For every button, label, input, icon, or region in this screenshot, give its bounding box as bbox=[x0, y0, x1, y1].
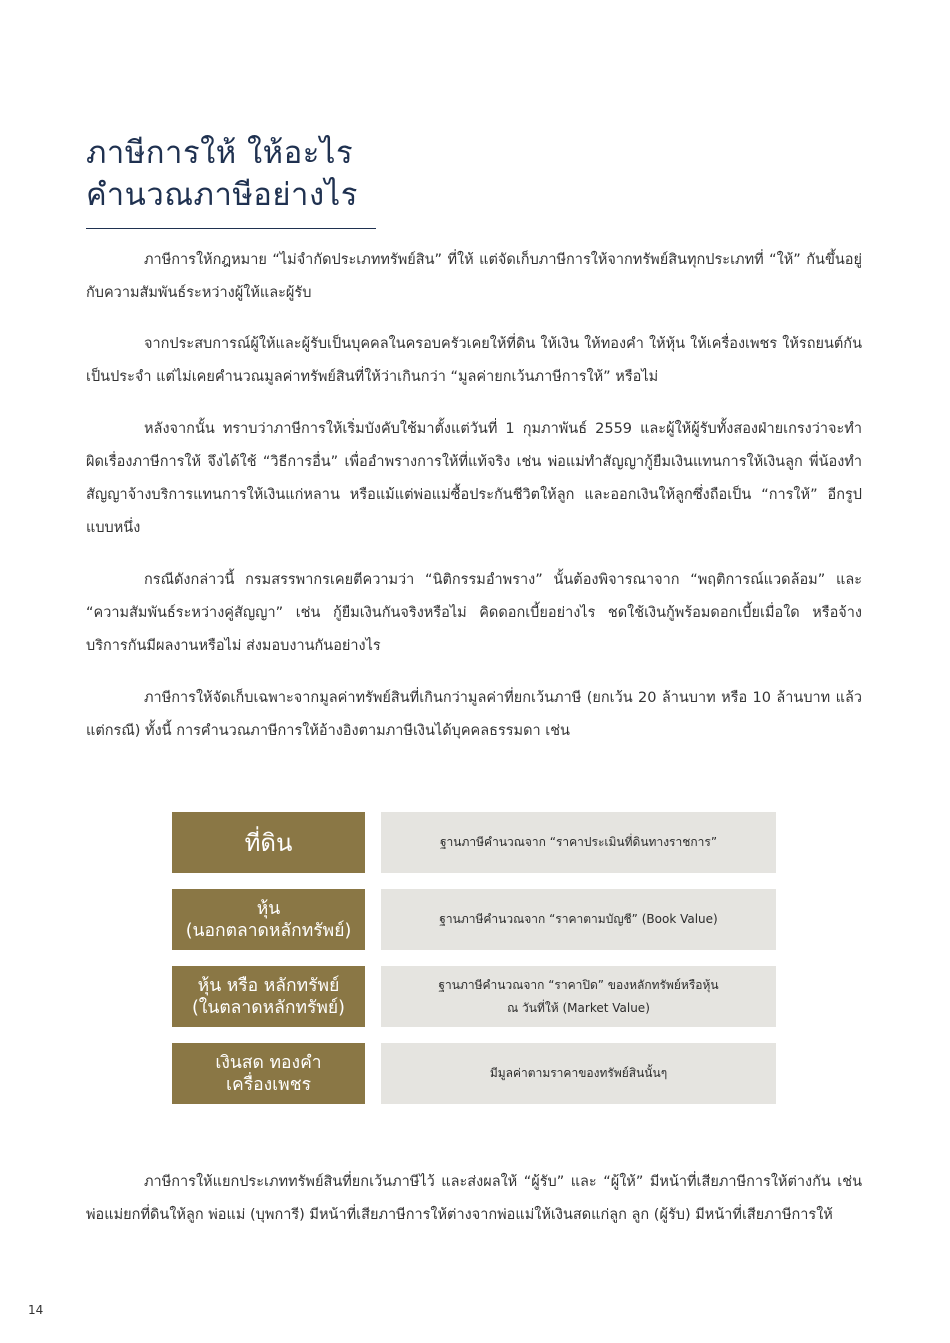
asset-label-line-1: ที่ดิน bbox=[244, 828, 293, 857]
paragraph-2: จากประสบการณ์ผู้ให้และผู้รับเป็นบุคคลในครอบครัวเคยให้ที่ดิน ให้เงิน ให้ทองคำ ให้หุ้น ให้เครื่องเพชร ให้รถยนต์กันเป็นประจำ แต่ไม่เคยคำนวณมูลค่าทรัพย์สินที่ให้ว่าเกินกว่า “มูลค่ายกเว้นภาษีการให้” หรือไม่ bbox=[86, 336, 862, 385]
asset-label bbox=[172, 966, 365, 1027]
asset-label-line-2: เครื่องเพชร bbox=[226, 1074, 311, 1095]
description-line-1: ฐานภาษีคำนวณจาก “ราคาปิด” ของหลักทรัพย์หรือหุ้น bbox=[438, 977, 719, 992]
description-line-2: ณ วันที่ให้ (Market Value) bbox=[507, 1000, 650, 1015]
page-title-line-1: ภาษีการให้ ให้อะไร bbox=[86, 135, 354, 171]
table-row-listed-securities bbox=[172, 966, 776, 1027]
title-underline bbox=[86, 228, 376, 229]
asset-label bbox=[172, 889, 365, 950]
asset-label-line-2: (ในตลาดหลักทรัพย์) bbox=[191, 997, 346, 1018]
table-row-land bbox=[172, 812, 776, 873]
asset-label-line-1: หุ้น หรือ หลักทรัพย์ bbox=[197, 975, 340, 996]
paragraph-3: หลังจากนั้น ทราบว่าภาษีการให้เริ่มบังคับใช้มาตั้งแต่วันที่ 1 กุมภาพันธ์ 2559 และผู้ให้ผู้รับทั้งสองฝ่ายเกรงว่าจะทำผิดเรื่องภาษีการให้ จึงได้ใช้ “วิธีการอื่น” เพื่ออำพรางการให้ที่แท้จริง เช่น พ่อแม่ทำสัญญากู้ยืมเงินแทนการให้เงินลูก พี่น้องทำสัญญาจ้างบริการแทนการให้เงินแก่หลาน หรือแม้แต่พ่อแม่ซื้อประกันชีวิตให้ลูก และออกเงินให้ลูกซึ่งถือเป็น “การให้” อีกรูปแบบหนึ่ง bbox=[86, 421, 862, 536]
page-title-line-2: คำนวณภาษีอย่างไร bbox=[86, 177, 358, 213]
page-title bbox=[86, 132, 358, 216]
asset-label-line-1: หุ้น bbox=[256, 898, 281, 919]
description-line-1: ฐานภาษีคำนวณจาก “ราคาตามบัญชี” (Book Value) bbox=[439, 912, 718, 926]
table-row-unlisted-shares bbox=[172, 889, 776, 950]
page-number: 14 bbox=[28, 1303, 44, 1317]
asset-label bbox=[172, 1043, 365, 1104]
description-line-1: มีมูลค่าตามราคาของทรัพย์สินนั้นๆ bbox=[489, 1066, 668, 1080]
tax-base-table bbox=[172, 812, 776, 1120]
tax-base-description bbox=[381, 889, 776, 950]
asset-label-line-1: เงินสด ทองคำ bbox=[215, 1052, 322, 1073]
tax-base-description bbox=[381, 812, 776, 873]
asset-label-line-2: (นอกตลาดหลักทรัพย์) bbox=[185, 920, 352, 941]
paragraph-6: ภาษีการให้แยกประเภททรัพย์สินที่ยกเว้นภาษีไว้ และส่งผลให้ “ผู้รับ” และ “ผู้ให้” มีหน้าที่เสียภาษีการให้ต่างกัน เช่น พ่อแม่ยกที่ดินให้ลูก พ่อแม่ (บุพการี) มีหน้าที่เสียภาษีการให้ต่างจากพ่อแม่ให้เงินสดแก่ลูก ลูก (ผู้รับ) มีหน้าที่เสียภาษีการให้ bbox=[86, 1174, 862, 1223]
tax-base-description bbox=[381, 966, 776, 1027]
table-row-cash-gold-jewelry bbox=[172, 1043, 776, 1104]
paragraph-1: ภาษีการให้กฎหมาย “ไม่จำกัดประเภททรัพย์สิน” ที่ให้ แต่จัดเก็บภาษีการให้จากทรัพย์สินทุกประเภทที่ “ให้” กันขึ้นอยู่กับความสัมพันธ์ระหว่างผู้ให้และผู้รับ bbox=[86, 252, 862, 301]
asset-label bbox=[172, 812, 365, 873]
paragraph-4: กรณีดังกล่าวนี้ กรมสรรพากรเคยตีความว่า “นิติกรรมอำพราง” นั้นต้องพิจารณาจาก “พฤติการณ์แวดล้อม” และ “ความสัมพันธ์ระหว่างคู่สัญญา” เช่น กู้ยืมเงินกันจริงหรือไม่ คิดดอกเบี้ยอย่างไร ชดใช้เงินกู้พร้อมดอกเบี้ยเมื่อใด หรือจ้างบริการกันมีผลงานหรือไม่ ส่งมอบงานกันอย่างไร bbox=[86, 572, 862, 654]
tax-base-description bbox=[381, 1043, 776, 1104]
description-line-1: ฐานภาษีคำนวณจาก “ราคาประเมินที่ดินทางราชการ” bbox=[439, 835, 718, 849]
paragraph-5: ภาษีการให้จัดเก็บเฉพาะจากมูลค่าทรัพย์สินที่เกินกว่ามูลค่าที่ยกเว้นภาษี (ยกเว้น 20 ล้านบาท หรือ 10 ล้านบาท แล้วแต่กรณี) ทั้งนี้ การคำนวณภาษีการให้อ้างอิงตามภาษีเงินได้บุคคลธรรมดา เช่น bbox=[86, 690, 862, 739]
